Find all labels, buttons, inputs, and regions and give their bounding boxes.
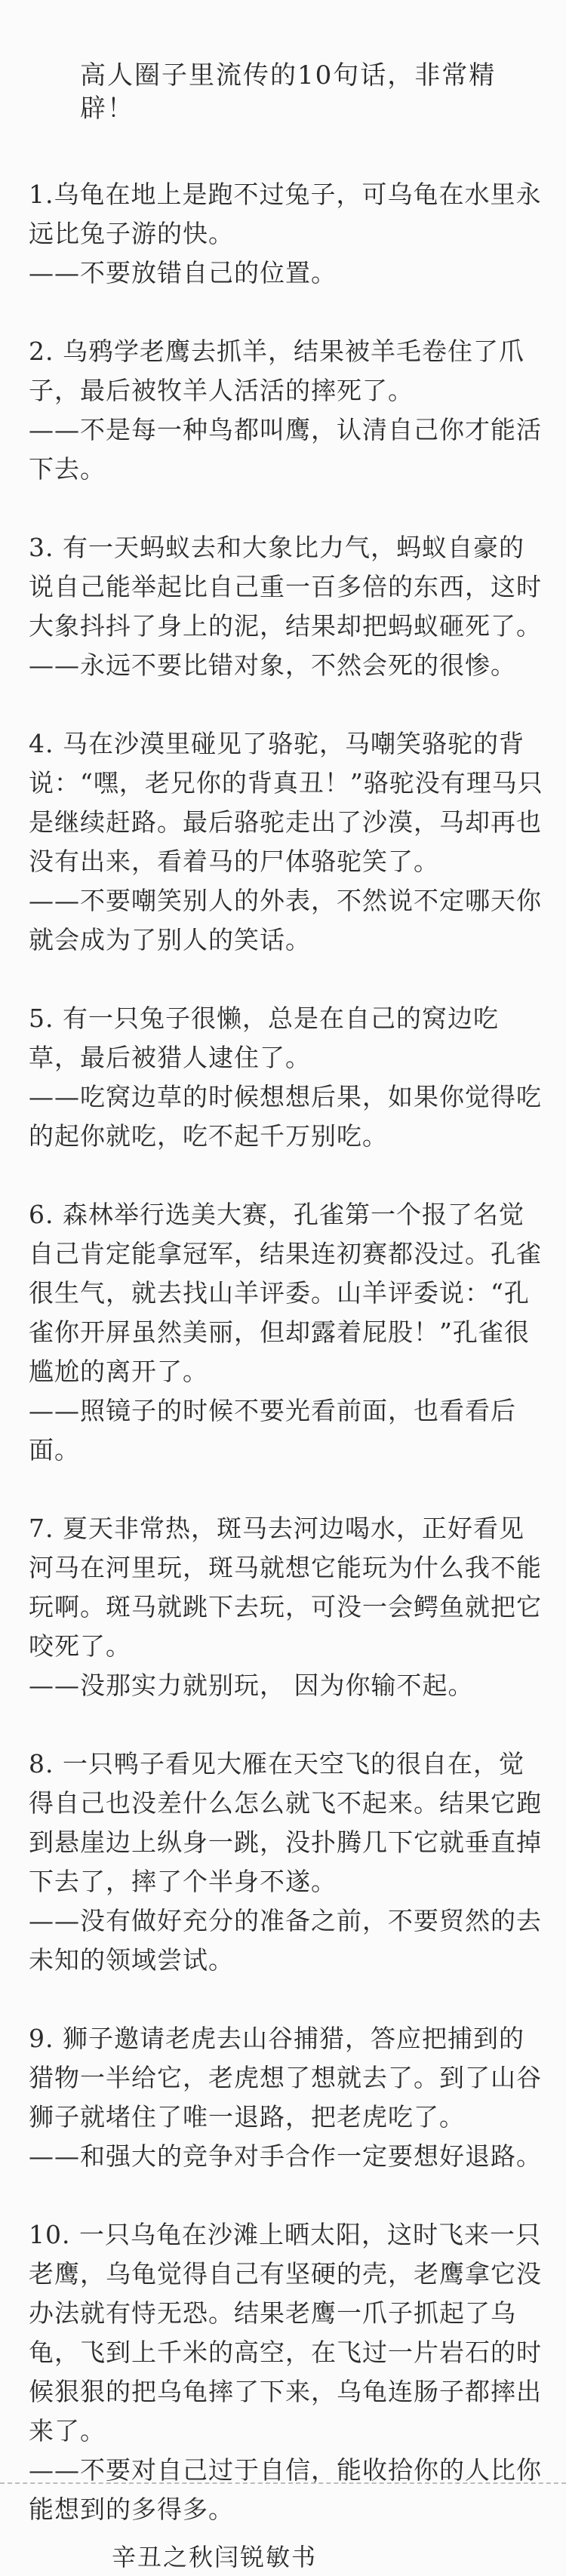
section-7 — [29, 1509, 543, 1705]
lesson-text: ——没有做好充分的准备之前，不要贸然的去未知的领域尝试。 — [29, 1906, 542, 1975]
section-4 — [29, 724, 543, 960]
lesson-text: ——吃窝边草的时候想想后果，如果你觉得吃的起你就吃，吃不起千万别吃。 — [29, 1082, 542, 1151]
lesson-text: ——不要对自己过于自信，能收拾你的人比你能想到的多得多。 — [29, 2455, 542, 2524]
lesson-text: ——照镜子的时候不要光看前面，也看看后面。 — [29, 1396, 516, 1465]
signature: 辛丑之秋闫锐敏书 — [112, 2543, 318, 2571]
section-2 — [29, 332, 543, 489]
story-text: 7. 夏天非常热，斑马去河边喝水，正好看见河马在河里玩，斑马就想它能玩为什么我不能玩啊。斑马就跳下去玩，可没一会鳄鱼就把它咬死了。 — [29, 1514, 542, 1661]
story-text: 5. 有一只兔子很懒，总是在自己的窝边吃草，最后被猎人逮住了。 — [29, 1004, 499, 1072]
story-text: 9. 狮子邀请老虎去山谷捕猎，答应把捕到的猎物一半给它，老虎想了想就去了。到了山谷狮子就堵住了唯一退路，把老虎吃了。 — [29, 2024, 542, 2132]
section-3 — [29, 528, 543, 685]
divider — [0, 2482, 566, 2484]
section-6 — [29, 1195, 543, 1470]
lesson-text: ——和强大的竞争对手合作一定要想好退路。 — [29, 2141, 542, 2171]
lesson-text: ——不要放错自己的位置。 — [29, 258, 337, 287]
story-text: 10. 一只乌龟在沙滩上晒太阳，这时飞来一只老鹰，乌龟觉得自己有坚硬的壳，老鹰拿它没办法就有恃无恐。结果老鹰一爪子抓起了乌龟，飞到上千米的高空，在飞过一片岩石的时候狠狠的把乌龟摔了下来，乌龟连肠子都摔出来了。 — [29, 2220, 542, 2445]
section-5 — [29, 999, 543, 1156]
lesson-text: ——不要嘲笑别人的外表，不然说不定哪天你就会成为了别人的笑话。 — [29, 886, 542, 954]
section-9 — [29, 2019, 543, 2176]
story-text: 2. 乌鸦学老鹰去抓羊，结果被羊毛卷住了爪子，最后被牧羊人活活的摔死了。 — [29, 337, 524, 405]
section-8 — [29, 1744, 543, 1980]
page-title: 高人圈子里流传的10句话，非常精辟！ — [80, 60, 497, 124]
story-text: 6. 森林举行选美大赛，孔雀第一个报了名觉自己肯定能拿冠军，结果连初赛都没过。孔雀很生气，就去找山羊评委。山羊评委说：“孔雀你开屏虽然美丽，但却露着屁股！”孔雀很尴尬的离开了。 — [29, 1200, 542, 1386]
lesson-text: ——没那实力就别玩， 因为你输不起。 — [29, 1671, 474, 1700]
section-1 — [29, 175, 543, 293]
story-text: 1.乌龟在地上是跑不过兔子，可乌龟在水里永远比兔子游的快。 — [29, 180, 542, 248]
story-text: 4. 马在沙漠里碰见了骆驼，马嘲笑骆驼的背说：“嘿，老兄你的背真丑！”骆驼没有理马只是继续赶路。最后骆驼走出了沙漠，马却再也没有出来，看着马的尸体骆驼笑了。 — [29, 729, 543, 876]
lesson-text: ——不是每一种鸟都叫鹰，认清自己你才能活下去。 — [29, 415, 542, 484]
story-text: 3. 有一天蚂蚁去和大象比力气，蚂蚁自豪的说自己能举起比自己重一百多倍的东西，这时大象抖抖了身上的泥，结果却把蚂蚁砸死了。 — [29, 533, 542, 641]
story-text: 8. 一只鸭子看见大雁在天空飞的很自在，觉得自己也没差什么怎么就飞不起来。结果它跑到悬崖边上纵身一跳，没扑腾几下它就垂直掉下去了，摔了个半身不遂。 — [29, 1749, 542, 1896]
lesson-text: ——永远不要比错对象，不然会死的很惨。 — [29, 650, 516, 680]
